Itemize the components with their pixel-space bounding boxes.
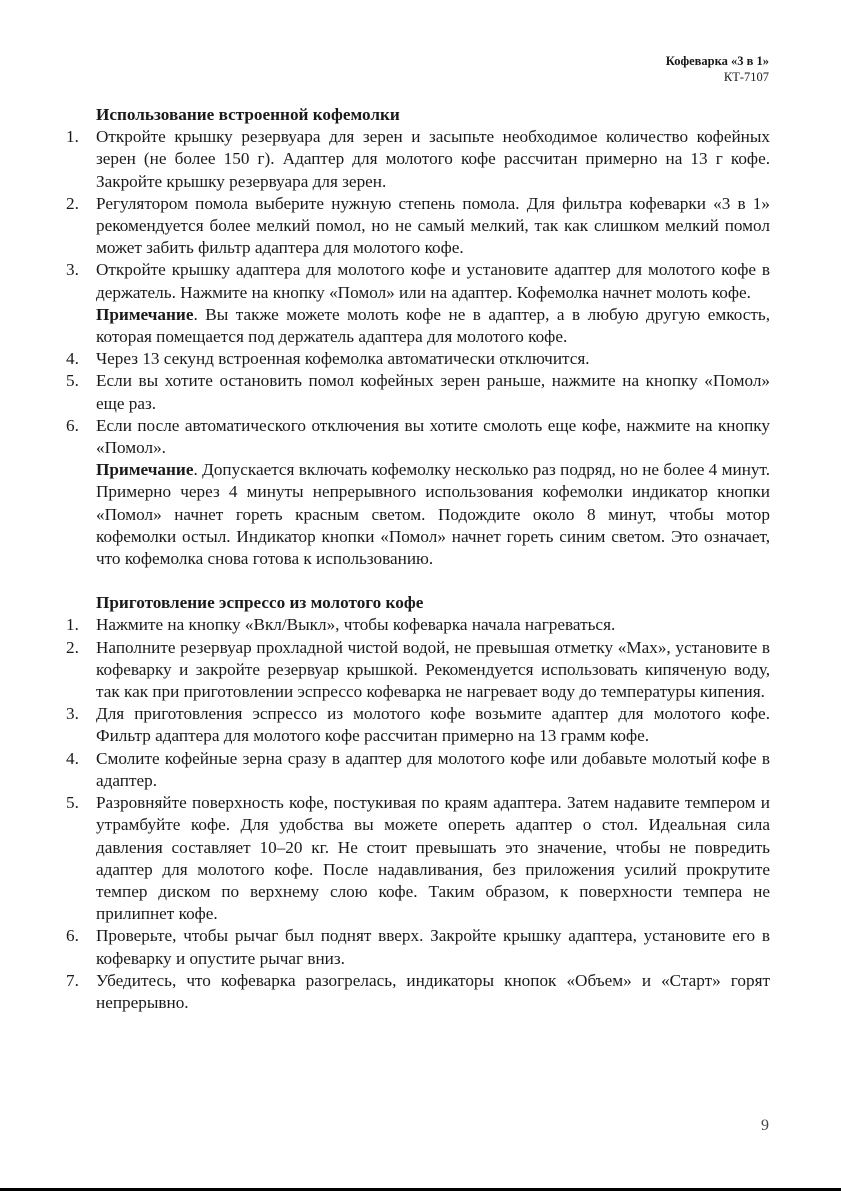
- note-label: Примечание: [96, 460, 194, 480]
- item-text: Проверьте, чтобы рычаг был поднят вверх. Закройте крышку адаптера, установите его в кофеварку и опустите рычаг вниз.: [96, 926, 770, 968]
- note: [96, 459, 770, 570]
- item-text: Через 13 секунд встроенная кофемолка автоматически отключится.: [96, 349, 590, 369]
- item-text: Если вы хотите остановить помол кофейных зерен раньше, нажмите на кнопку «Помол» еще раз.: [96, 371, 770, 413]
- item-number: 2.: [66, 193, 79, 213]
- section: [66, 104, 770, 570]
- item-number: 4.: [66, 748, 79, 768]
- item-number: 4.: [66, 349, 79, 369]
- note-text: . Допускается включать кофемолку несколько раз подряд, но не более 4 минут. Примерно через 4 минуты непрерывного использования кофемолки индикатор кнопки «Помол» начнет гореть красным светом. Подождите около 8 минут, чтобы мотор кофемолки остыл. Индикатор кнопки «Помол» начнет гореть синим светом. Это означает, что кофемолка снова готова к использованию.: [96, 460, 770, 569]
- instruction-item: [66, 637, 770, 704]
- instruction-item: [66, 614, 770, 636]
- item-number: 7.: [66, 970, 79, 990]
- item-number: 6.: [66, 415, 79, 435]
- item-text: Разровняйте поверхность кофе, постукивая по краям адаптера. Затем надавите темпером и утрамбуйте кофе. Для удобства вы можете опереть адаптер о стол. Идеальная сила давления составляет 10–20 кг. Не стоит превышать это значение, чтобы не повредить адаптер для молотого кофе. После надавливания, без приложения усилий прокрутите темпер диском по верхнему слою кофе. Таким образом, к поверхности темпера не прилипнет кофе.: [96, 793, 770, 924]
- item-text: Для приготовления эспрессо из молотого кофе возьмите адаптер для молотого кофе. Фильтр адаптера для молотого кофе рассчитан примерно на 13 грамм кофе.: [96, 704, 770, 746]
- instruction-item: [66, 792, 770, 925]
- instruction-item: [66, 970, 770, 1014]
- item-number: 5.: [66, 371, 79, 391]
- item-text: Регулятором помола выберите нужную степень помола. Для фильтра кофеварки «3 в 1» рекомендуется более мелкий помол, но не самый мелкий, так как слишком мелкий помол может забить фильтр адаптера для молотого кофе.: [96, 193, 770, 258]
- instruction-item: [66, 193, 770, 260]
- item-number: 2.: [66, 637, 79, 657]
- item-number: 3.: [66, 704, 79, 724]
- note-text: . Вы также можете молоть кофе не в адаптер, а в любую другую емкость, которая помещается под держатель адаптера для молотого кофе.: [96, 304, 770, 347]
- page-number: 9: [761, 1117, 769, 1134]
- instruction-item: [66, 370, 770, 414]
- page-header: [666, 53, 769, 85]
- item-text: Смолите кофейные зерна сразу в адаптер для молотого кофе или добавьте молотый кофе в адаптер.: [96, 748, 770, 790]
- item-number: 3.: [66, 260, 79, 280]
- instruction-item: [66, 748, 770, 792]
- item-number: 1.: [66, 615, 79, 635]
- item-text: Откройте крышку адаптера для молотого кофе и установите адаптер для молотого кофе в держатель. Нажмите на кнопку «Помол» или на адаптер. Кофемолка начнет молоть кофе.: [96, 260, 770, 302]
- instruction-item: [66, 415, 770, 459]
- section: [66, 592, 770, 1014]
- item-text: Наполните резервуар прохладной чистой водой, не превышая отметку «Max», установите в кофеварку и закройте резервуар крышкой. Рекомендуется использовать кипяченую воду, так как при приготовлении эспрессо кофеварка не нагревает воду до температуры кипения.: [96, 637, 770, 702]
- item-text: Убедитесь, что кофеварка разогрелась, индикаторы кнопок «Объем» и «Старт» горят непрерывно.: [96, 970, 770, 1012]
- item-number: 6.: [66, 926, 79, 946]
- instruction-list: [66, 614, 770, 1014]
- product-model: КТ-7107: [723, 70, 769, 84]
- instruction-item: [66, 703, 770, 747]
- product-title: Кофеварка «3 в 1»: [665, 54, 769, 68]
- instruction-item: [66, 348, 770, 370]
- section-title: Использование встроенной кофемолки: [96, 105, 400, 124]
- section-title: Приготовление эспрессо из молотого кофе: [96, 593, 424, 613]
- instruction-item: [66, 925, 770, 969]
- note: [96, 304, 770, 348]
- item-number: 1.: [66, 127, 79, 147]
- instruction-item: [66, 126, 770, 193]
- instruction-list: [66, 126, 770, 570]
- item-number: 5.: [66, 793, 79, 813]
- note-label: Примечание: [96, 304, 194, 324]
- item-text: Если после автоматического отключения вы хотите смолоть еще кофе, нажмите на кнопку «Помол».: [96, 415, 770, 458]
- item-text: Откройте крышку резервуара для зерен и засыпьте необходимое количество кофейных зерен (не более 150 г). Адаптер для молотого кофе рассчитан примерно на 13 г кофе. Закройте крышку резервуара для зерен.: [96, 127, 770, 191]
- item-text: Нажмите на кнопку «Вкл/Выкл», чтобы кофеварка начала нагреваться.: [96, 615, 616, 635]
- instruction-item: [66, 259, 770, 303]
- document-body: [66, 104, 770, 1014]
